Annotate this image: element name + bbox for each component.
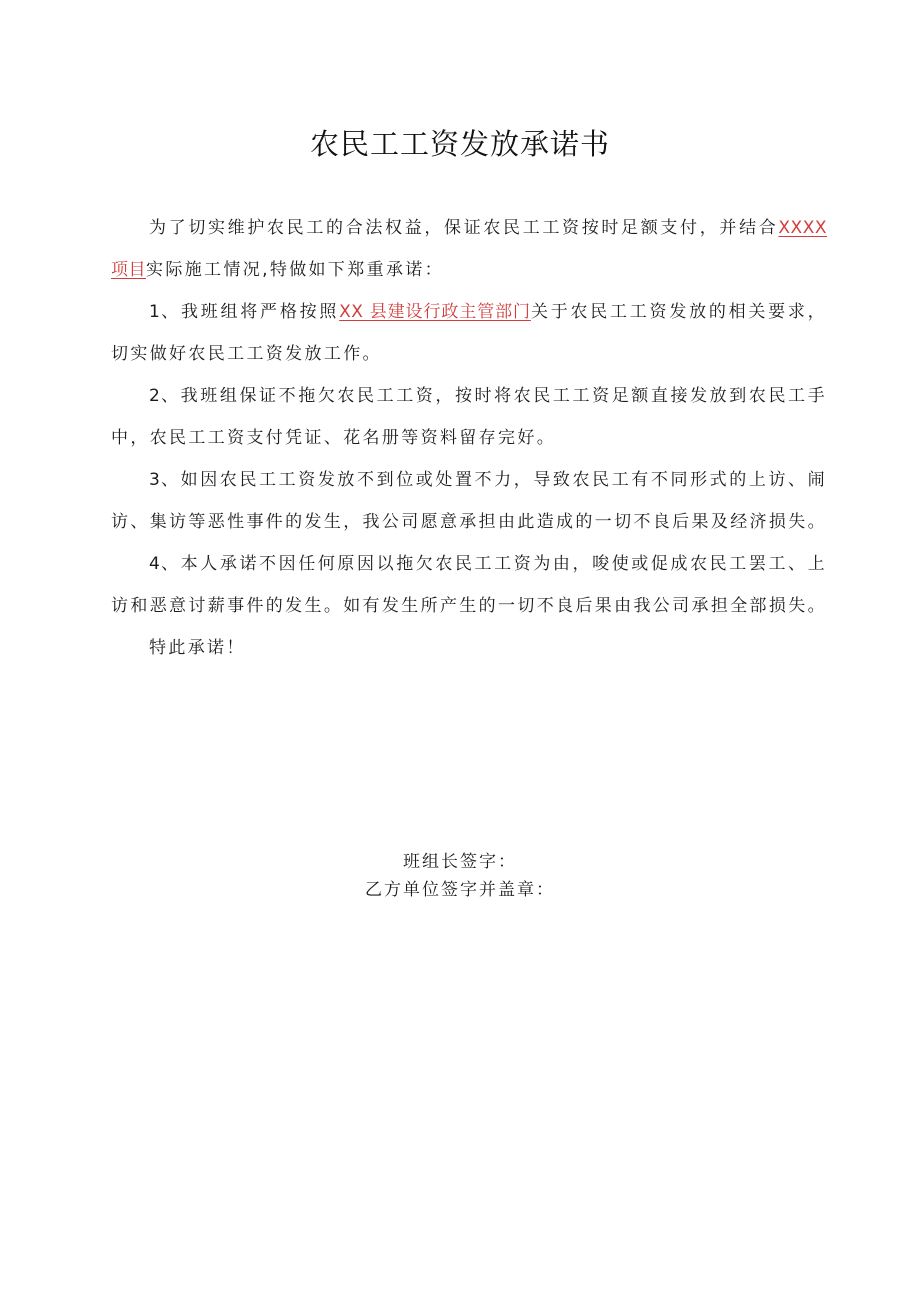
item-number: 3 [149,470,161,490]
intro-paragraph [111,207,827,291]
item-text: 、如因农民工工资发放不到位或处置不力，导致农民工有不同形式的上访、闹访、集访等恶性事件的发生，我公司愿意承担由此造成的一切不良后果及经济损失。 [111,470,827,532]
commitment-item-1 [111,291,827,375]
commitment-item-3 [111,459,827,543]
party-b-signature-label: 乙方单位签字并盖章： [365,880,555,900]
commitment-item-2 [111,375,827,459]
commitment-item-4 [111,543,827,627]
intro-text-before: 为了切实维护农民工的合法权益，保证农民工工资按时足额支付，并结合 [149,218,779,238]
item-number: 1 [149,302,161,322]
project-placeholder: XXXX 项目 [111,218,827,280]
item-text: 、我班组保证不拖欠农民工工资，按时将农民工工资足额直接发放到农民工手中，农民工工资支付凭证、花名册等资料留存完好。 [111,386,827,448]
document-body [111,207,827,669]
item-number: 4 [149,554,161,574]
item-number: 2 [149,386,161,406]
item-text: 、本人承诺不因任何原因以拖欠农民工工资为由，唆使或促成农民工罢工、上访和恶意讨薪事件的发生。如有发生所产生的一切不良后果由我公司承担全部损失。 [111,554,827,616]
item-text-after: 关于农民工工资发放的相关要求，切实做好农民工工资发放工作。 [111,302,828,364]
document-title: 农民工工资发放承诺书 [309,127,610,161]
closing-statement: 特此承诺！ [149,638,246,658]
team-leader-signature-label: 班组长签字： [403,852,517,872]
intro-text-after: 实际施工情况,特做如下郑重承诺： [146,260,445,280]
authority-placeholder: XX 县建设行政主管部门 [339,302,531,322]
item-text-before: 、我班组将严格按照 [160,302,340,322]
signature-block [0,848,920,904]
